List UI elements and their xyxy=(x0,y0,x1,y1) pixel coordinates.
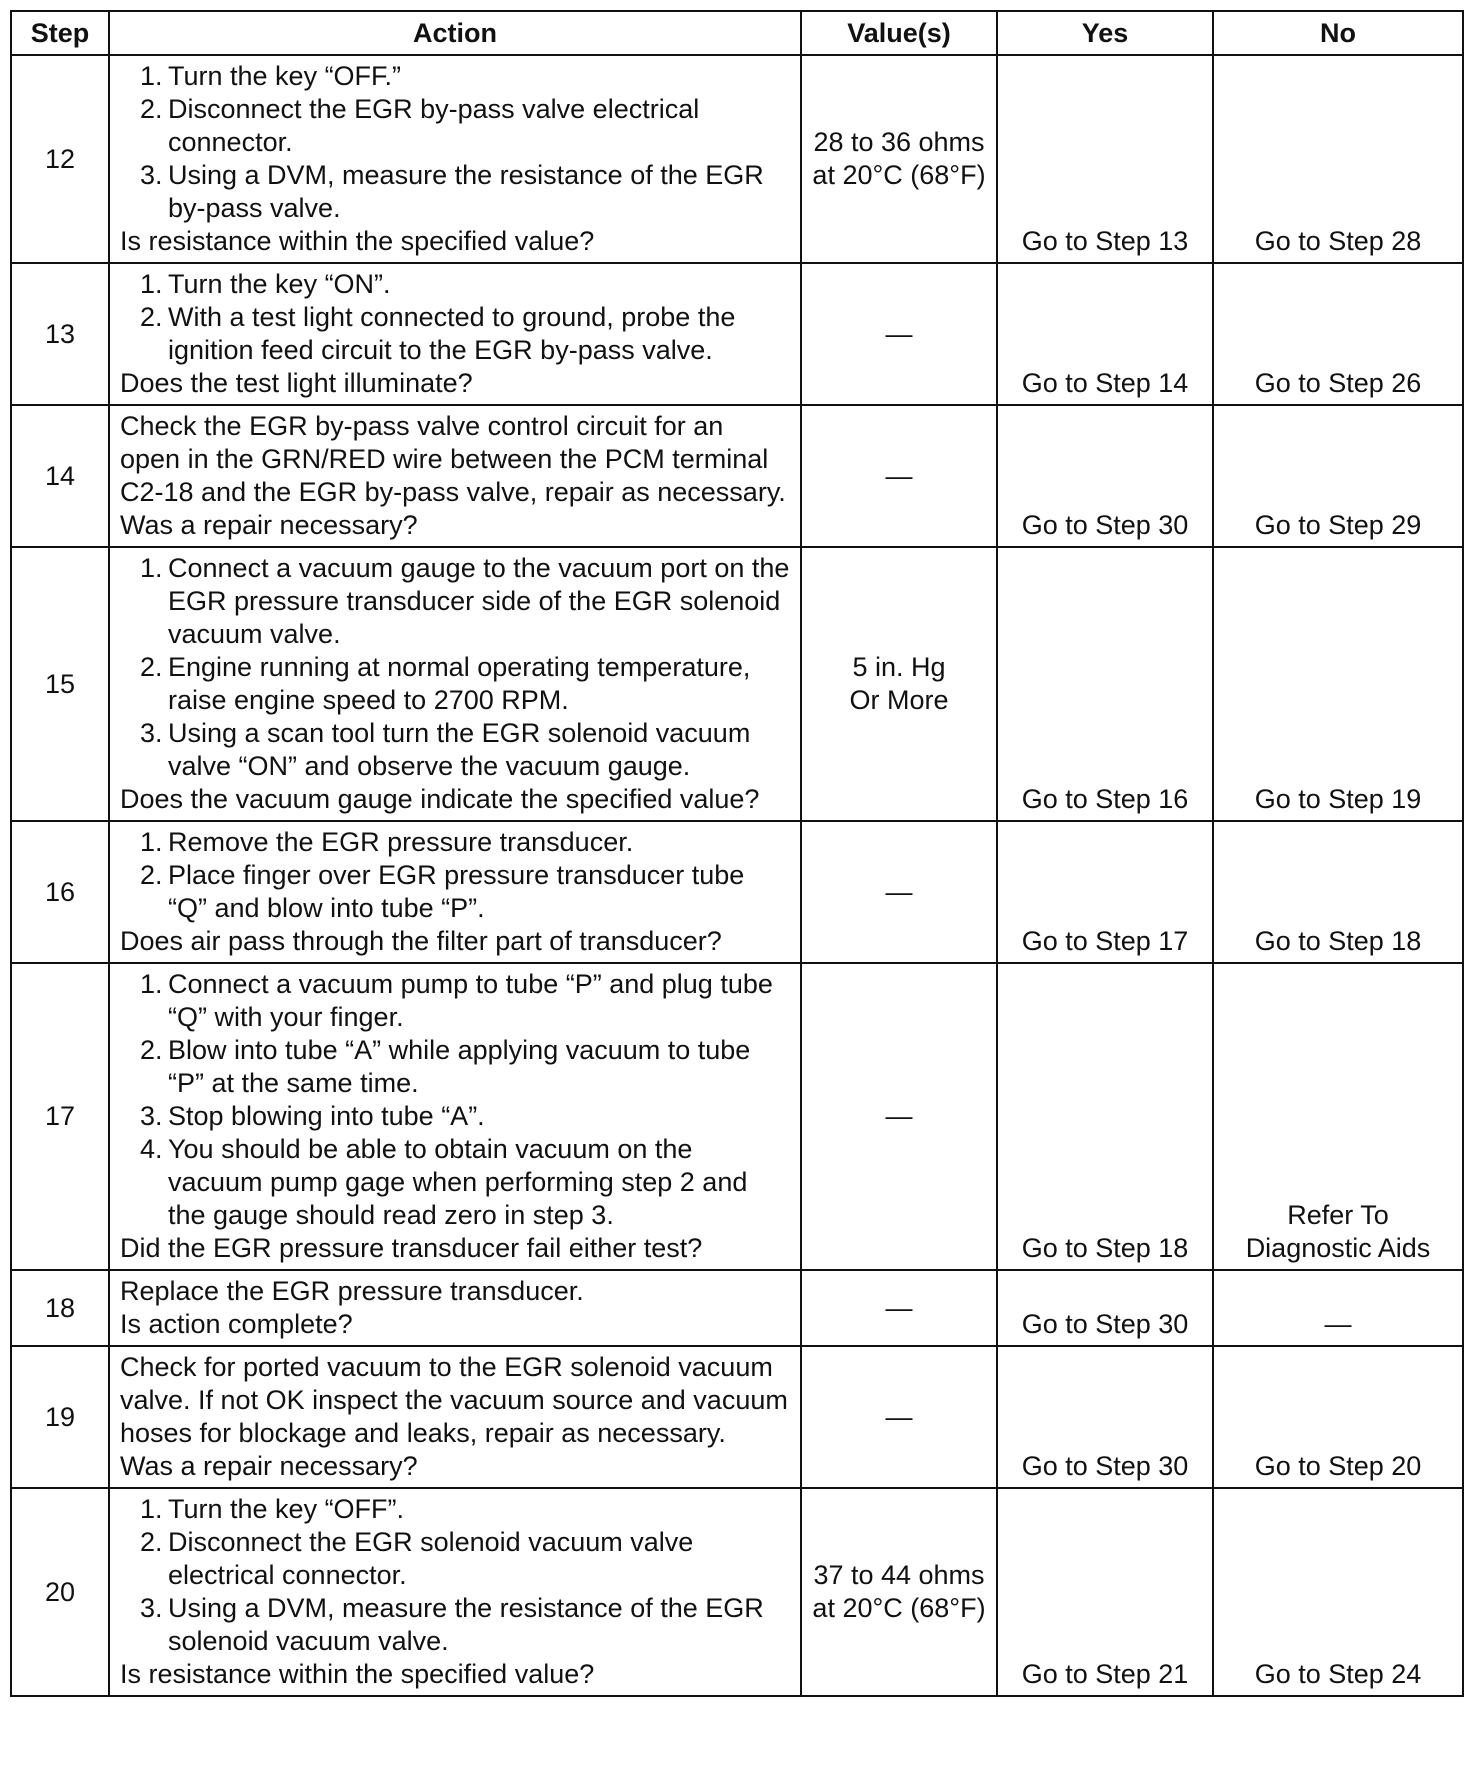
action-step-item xyxy=(140,1100,790,1133)
no-result: Go to Step 19 xyxy=(1213,547,1463,821)
yes-result: Go to Step 16 xyxy=(997,547,1213,821)
action-steps-list xyxy=(120,968,790,1232)
yes-result: Go to Step 30 xyxy=(997,1270,1213,1346)
action-step-item xyxy=(140,1592,790,1658)
action-cell xyxy=(109,821,801,963)
action-step-text: Using a DVM, measure the resistance of the EGR by-pass valve. xyxy=(168,160,764,223)
action-question: Did the EGR pressure transducer fail either test? xyxy=(120,1233,703,1263)
action-step-text: Disconnect the EGR by-pass valve electrical connector. xyxy=(168,94,700,157)
action-step-item xyxy=(140,717,790,783)
yes-result: Go to Step 17 xyxy=(997,821,1213,963)
action-step-text: Turn the key “ON”. xyxy=(168,269,391,299)
action-step-item xyxy=(140,301,790,367)
action-content xyxy=(120,826,790,958)
action-step-text: You should be able to obtain vacuum on the vacuum pump gage when performing step 2 and the gauge should read zero in step 3. xyxy=(168,1134,748,1230)
action-question: Does the vacuum gauge indicate the specified value? xyxy=(120,784,760,814)
step-number: 12 xyxy=(11,55,109,263)
action-cell xyxy=(109,547,801,821)
action-steps-list xyxy=(120,552,790,783)
action-step-number: 3. xyxy=(140,1593,163,1623)
no-result: Go to Step 24 xyxy=(1213,1488,1463,1696)
action-step-item xyxy=(140,859,790,925)
action-steps-list xyxy=(120,826,790,925)
action-content xyxy=(120,1275,790,1341)
action-cell xyxy=(109,55,801,263)
action-step-number: 2. xyxy=(140,1035,163,1065)
no-result: Refer To Diagnostic Aids xyxy=(1213,963,1463,1270)
action-step-number: 1. xyxy=(140,827,163,857)
action-step-number: 2. xyxy=(140,94,163,124)
action-content xyxy=(120,410,790,542)
header-row xyxy=(11,11,1463,55)
action-steps-list xyxy=(120,268,790,367)
action-content xyxy=(120,60,790,258)
action-step-text: Turn the key “OFF”. xyxy=(168,1494,405,1524)
table-row xyxy=(11,1270,1463,1346)
action-content xyxy=(120,268,790,400)
action-step-item xyxy=(140,159,790,225)
action-cell xyxy=(109,1488,801,1696)
header-yes: Yes xyxy=(997,11,1213,55)
action-step-number: 3. xyxy=(140,160,163,190)
action-question: Is resistance within the specified value? xyxy=(120,1659,595,1689)
action-question: Was a repair necessary? xyxy=(120,1451,418,1481)
action-step-number: 3. xyxy=(140,1101,163,1131)
header-step: Step xyxy=(11,11,109,55)
action-step-number: 1. xyxy=(140,553,163,583)
action-instruction: Check the EGR by-pass valve control circuit for an open in the GRN/RED wire between the PCM terminal C2-18 and the EGR by-pass valve, repair as necessary. xyxy=(120,411,786,507)
action-step-number: 2. xyxy=(140,652,163,682)
value-cell: — xyxy=(801,1346,997,1488)
step-number: 14 xyxy=(11,405,109,547)
step-number: 19 xyxy=(11,1346,109,1488)
action-step-number: 2. xyxy=(140,302,163,332)
no-result: Go to Step 29 xyxy=(1213,405,1463,547)
action-step-item xyxy=(140,60,790,93)
action-step-text: Using a DVM, measure the resistance of the EGR solenoid vacuum valve. xyxy=(168,1593,764,1656)
yes-result: Go to Step 30 xyxy=(997,405,1213,547)
table-row xyxy=(11,1346,1463,1488)
header-no: No xyxy=(1213,11,1463,55)
no-result: Go to Step 20 xyxy=(1213,1346,1463,1488)
action-step-number: 2. xyxy=(140,1527,163,1557)
action-step-number: 2. xyxy=(140,860,163,890)
value-cell: 5 in. Hg Or More xyxy=(801,547,997,821)
table-row xyxy=(11,821,1463,963)
action-step-number: 1. xyxy=(140,1494,163,1524)
value-cell: — xyxy=(801,1270,997,1346)
yes-result: Go to Step 13 xyxy=(997,55,1213,263)
action-content xyxy=(120,1351,790,1483)
yes-result: Go to Step 18 xyxy=(997,963,1213,1270)
action-cell xyxy=(109,963,801,1270)
yes-result: Go to Step 30 xyxy=(997,1346,1213,1488)
action-instruction: Replace the EGR pressure transducer. xyxy=(120,1276,584,1306)
action-steps-list xyxy=(120,60,790,225)
action-step-item xyxy=(140,826,790,859)
action-step-text: Stop blowing into tube “A”. xyxy=(168,1101,485,1131)
step-number: 15 xyxy=(11,547,109,821)
yes-result: Go to Step 21 xyxy=(997,1488,1213,1696)
action-step-number: 3. xyxy=(140,718,163,748)
action-step-item xyxy=(140,93,790,159)
header-action: Action xyxy=(109,11,801,55)
action-step-number: 1. xyxy=(140,269,163,299)
action-step-text: Place finger over EGR pressure transducer tube “Q” and blow into tube “P”. xyxy=(168,860,745,923)
step-number: 20 xyxy=(11,1488,109,1696)
value-cell: — xyxy=(801,263,997,405)
action-cell xyxy=(109,1346,801,1488)
action-step-text: Turn the key “OFF.” xyxy=(168,61,402,91)
table-row xyxy=(11,405,1463,547)
value-cell: — xyxy=(801,963,997,1270)
action-step-text: Engine running at normal operating temperature, raise engine speed to 2700 RPM. xyxy=(168,652,751,715)
step-number: 13 xyxy=(11,263,109,405)
action-step-text: Connect a vacuum gauge to the vacuum port on the EGR pressure transducer side of the EGR solenoid vacuum valve. xyxy=(168,553,790,649)
action-cell xyxy=(109,405,801,547)
step-number: 18 xyxy=(11,1270,109,1346)
action-step-item xyxy=(140,968,790,1034)
action-instruction: Check for ported vacuum to the EGR solenoid vacuum valve. If not OK inspect the vacuum source and vacuum hoses for blockage and leaks, repair as necessary. xyxy=(120,1352,788,1448)
table-row xyxy=(11,963,1463,1270)
action-step-text: Connect a vacuum pump to tube “P” and plug tube “Q” with your finger. xyxy=(168,969,773,1032)
action-step-item xyxy=(140,651,790,717)
action-step-text: Disconnect the EGR solenoid vacuum valve electrical connector. xyxy=(168,1527,694,1590)
action-step-text: Blow into tube “A” while applying vacuum to tube “P” at the same time. xyxy=(168,1035,751,1098)
action-step-item xyxy=(140,1133,790,1232)
action-steps-list xyxy=(120,1493,790,1658)
no-result: Go to Step 18 xyxy=(1213,821,1463,963)
action-question: Was a repair necessary? xyxy=(120,510,418,540)
table-body xyxy=(11,55,1463,1696)
action-step-number: 4. xyxy=(140,1134,163,1164)
action-step-item xyxy=(140,268,790,301)
action-step-item xyxy=(140,1034,790,1100)
action-content xyxy=(120,1493,790,1691)
action-step-item xyxy=(140,552,790,651)
table-row xyxy=(11,55,1463,263)
action-question: Does the test light illuminate? xyxy=(120,368,473,398)
value-cell: 37 to 44 ohms at 20°C (68°F) xyxy=(801,1488,997,1696)
action-step-text: Using a scan tool turn the EGR solenoid vacuum valve “ON” and observe the vacuum gauge. xyxy=(168,718,751,781)
step-number: 17 xyxy=(11,963,109,1270)
action-content xyxy=(120,552,790,816)
step-number: 16 xyxy=(11,821,109,963)
action-question: Is resistance within the specified value? xyxy=(120,226,595,256)
value-cell: — xyxy=(801,821,997,963)
action-question: Does air pass through the filter part of transducer? xyxy=(120,926,722,956)
table-row xyxy=(11,1488,1463,1696)
table-row xyxy=(11,547,1463,821)
action-step-number: 1. xyxy=(140,61,163,91)
action-step-number: 1. xyxy=(140,969,163,999)
no-result: — xyxy=(1213,1270,1463,1346)
yes-result: Go to Step 14 xyxy=(997,263,1213,405)
action-step-item xyxy=(140,1493,790,1526)
table-row xyxy=(11,263,1463,405)
action-question: Is action complete? xyxy=(120,1309,353,1339)
action-cell xyxy=(109,263,801,405)
action-step-text: With a test light connected to ground, probe the ignition feed circuit to the EGR by-pass valve. xyxy=(168,302,736,365)
no-result: Go to Step 26 xyxy=(1213,263,1463,405)
no-result: Go to Step 28 xyxy=(1213,55,1463,263)
table-header xyxy=(11,11,1463,55)
action-step-item xyxy=(140,1526,790,1592)
value-cell: 28 to 36 ohms at 20°C (68°F) xyxy=(801,55,997,263)
action-content xyxy=(120,968,790,1265)
action-step-text: Remove the EGR pressure transducer. xyxy=(168,827,634,857)
diagnostic-table xyxy=(10,10,1464,1697)
action-cell xyxy=(109,1270,801,1346)
value-cell: — xyxy=(801,405,997,547)
header-values: Value(s) xyxy=(801,11,997,55)
